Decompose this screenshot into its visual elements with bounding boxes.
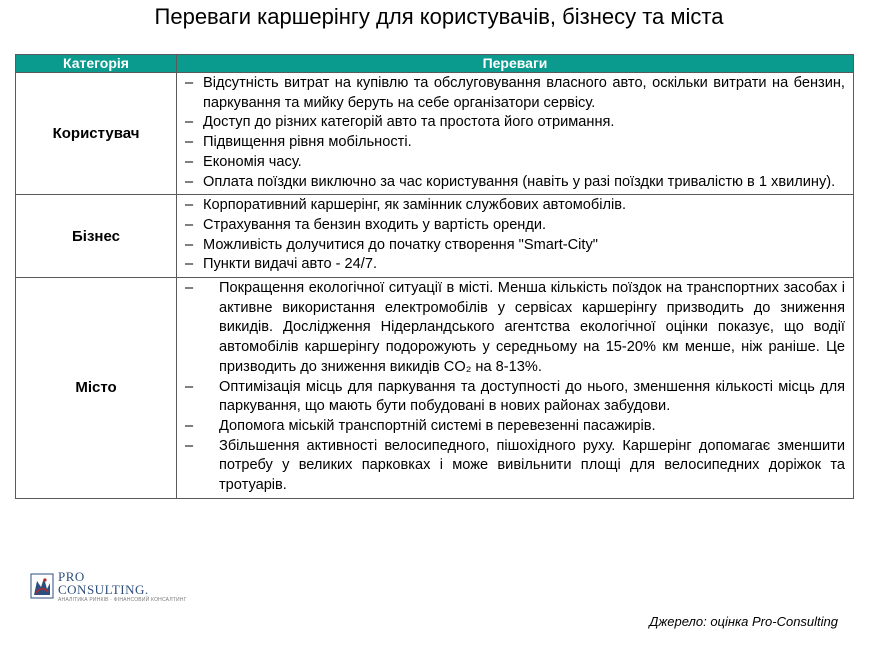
list-item: – Збільшення активності велосипедного, пішохідного руху. Каршерінг допомагає зменшити потребу у великих парковках і може вивільнити площі для велосипедних доріжок та тротуарів.	[185, 437, 845, 494]
list-item: – Страхування та бензин входить у вартість оренди.	[185, 216, 845, 236]
advantage-list	[185, 196, 845, 275]
list-item: – Можливість долучитися до початку створення "Smart-City"	[185, 236, 845, 256]
dash-bullet: –	[185, 280, 194, 297]
dash-bullet: –	[185, 197, 194, 214]
page-title: Переваги каршерінгу для користувачів, бізнесу та міста	[154, 4, 724, 29]
logo-mark-icon	[30, 573, 54, 599]
logo-text-consulting: CONSULTING.	[58, 582, 149, 597]
table-row-business	[16, 195, 854, 278]
dash-bullet: –	[185, 236, 194, 253]
dash-bullet: –	[185, 256, 194, 273]
header-category: Категорія	[16, 55, 177, 73]
table-row-city	[16, 278, 854, 499]
dash-bullet: –	[185, 75, 194, 91]
advantage-list	[185, 279, 845, 496]
advantages-table	[15, 54, 854, 499]
table-row-users	[16, 73, 854, 195]
dash-bullet: –	[185, 114, 194, 131]
category-cell: Місто	[16, 278, 177, 499]
advantages-cell	[177, 195, 854, 278]
table-header-row	[16, 55, 854, 73]
dash-bullet: –	[185, 134, 194, 151]
list-item: – Покращення екологічної ситуації в місті. Менша кількість поїздок на транспортних засобах і активне використання електромобілів у сервісах каршерінгу призводить до зниження викидів. Дослідження Нідерландського агентства екологічної оцінки показує, що водії автомобілів каршерінгу подорожують у середньому на 15-20% км менше, ніж раніше. Це призводить до зниження викидів CO₂ на 8-13%.	[185, 280, 845, 375]
list-item: – Економія часу.	[185, 153, 845, 173]
dash-bullet: –	[185, 216, 194, 233]
list-item: – Оплата поїздки виключно за час користування (навіть у разі поїздки тривалістю в 1 хвилину).	[185, 173, 845, 193]
category-cell: Бізнес	[16, 195, 177, 278]
category-cell: Користувач	[16, 73, 177, 195]
list-item: – Оптимізація місць для паркування та доступності до нього, зменшення кількості місць для паркування, що мають бути побудовані в нових районах забудови.	[185, 378, 845, 415]
logo-text-pro: PRO	[58, 569, 85, 584]
list-item: – Доступ до різних категорій авто та простота його отримання.	[185, 113, 845, 133]
dash-bullet: –	[185, 153, 194, 170]
list-item: – Відсутність витрат на купівлю та обслуговування власного авто, оскільки витрати на бензин, паркування та мийку беруть на себе організатори сервісу.	[185, 75, 845, 111]
source-note: Джерело: оцінка Pro-Consulting	[649, 614, 838, 629]
list-item: – Пункти видачі авто - 24/7.	[185, 255, 845, 275]
header-advantages: Переваги	[177, 55, 854, 73]
logo-tagline: АНАЛІТИКА РИНКІВ · ФІНАНСОВИЙ КОНСАЛТИНГ	[58, 597, 187, 603]
dash-bullet: –	[185, 437, 194, 454]
advantages-cell	[177, 73, 854, 195]
list-item: – Допомога міській транспортній системі в перевезенні пасажирів.	[185, 417, 845, 437]
pro-consulting-logo	[30, 569, 190, 603]
advantage-list	[185, 74, 845, 192]
advantages-cell	[177, 278, 854, 499]
dash-bullet: –	[185, 378, 194, 395]
list-item: – Підвищення рівня мобільності.	[185, 133, 845, 153]
dash-bullet: –	[185, 417, 194, 434]
dash-bullet: –	[185, 173, 194, 190]
list-item: – Корпоративний каршерінг, як замінник службових автомобілів.	[185, 196, 845, 216]
